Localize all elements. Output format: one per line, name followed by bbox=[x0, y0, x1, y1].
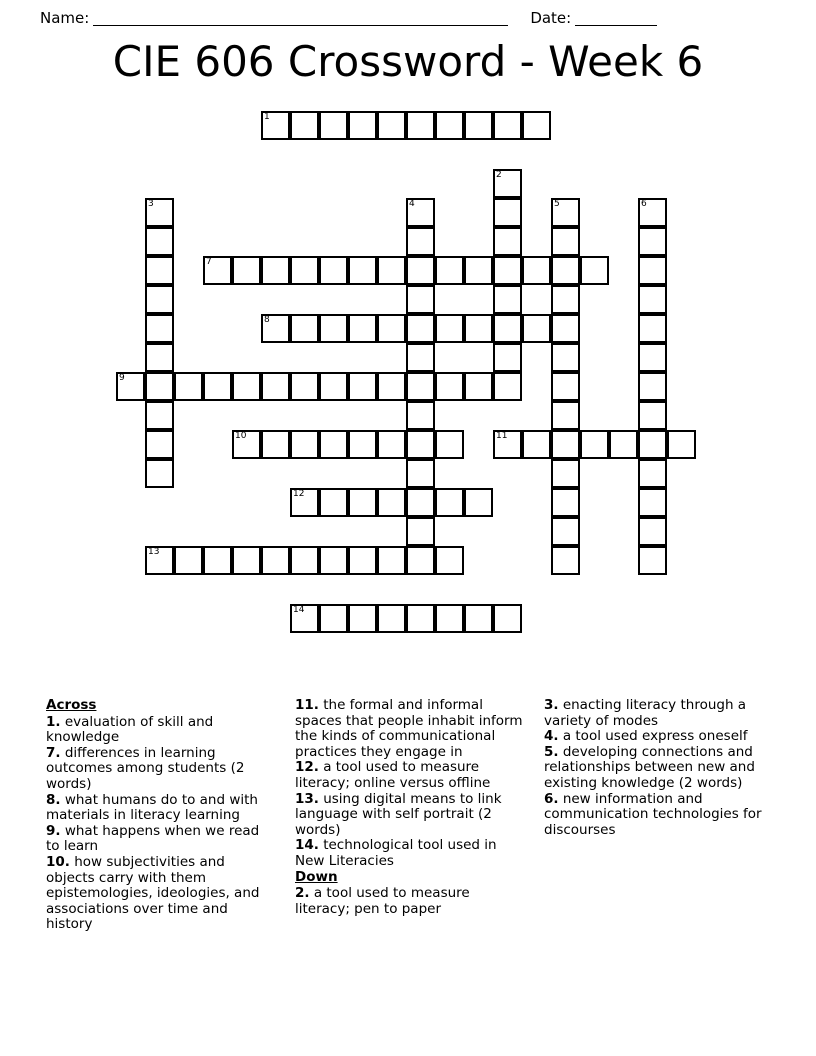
grid-cell[interactable] bbox=[551, 314, 580, 343]
down-clue bbox=[544, 792, 775, 839]
cell-number: 6 bbox=[641, 199, 647, 209]
grid-cell[interactable] bbox=[232, 256, 261, 285]
cell-number: 2 bbox=[496, 170, 502, 180]
grid-cell[interactable] bbox=[551, 546, 580, 575]
grid-cell[interactable] bbox=[435, 372, 464, 401]
grid-cell[interactable] bbox=[348, 111, 377, 140]
clue-number: 3. bbox=[544, 697, 559, 713]
grid-cell[interactable] bbox=[638, 227, 667, 256]
grid-cell[interactable] bbox=[377, 314, 406, 343]
grid-cell[interactable] bbox=[638, 198, 667, 227]
grid-cell[interactable] bbox=[406, 604, 435, 633]
grid-cell[interactable] bbox=[377, 256, 406, 285]
cell-number: 7 bbox=[206, 257, 212, 267]
grid-cell[interactable] bbox=[406, 430, 435, 459]
grid-cell[interactable] bbox=[464, 256, 493, 285]
clue-number: 9. bbox=[46, 822, 61, 839]
grid-cell[interactable] bbox=[522, 111, 551, 140]
grid-cell[interactable] bbox=[348, 546, 377, 575]
grid-cell[interactable] bbox=[406, 256, 435, 285]
grid-cell[interactable] bbox=[145, 256, 174, 285]
grid-cell[interactable] bbox=[406, 546, 435, 575]
grid-cell[interactable] bbox=[435, 314, 464, 343]
grid-cell[interactable] bbox=[638, 430, 667, 459]
grid-cell[interactable] bbox=[319, 430, 348, 459]
grid-cell[interactable] bbox=[261, 111, 290, 140]
clue-list bbox=[46, 698, 776, 933]
cell-number: 12 bbox=[293, 489, 305, 499]
grid-cell[interactable] bbox=[145, 198, 174, 227]
grid-cell[interactable] bbox=[638, 343, 667, 372]
clue-column-2 bbox=[295, 698, 526, 933]
across-clue bbox=[46, 824, 277, 855]
grid-cell[interactable] bbox=[319, 488, 348, 517]
grid-cell[interactable] bbox=[290, 256, 319, 285]
grid-cell[interactable] bbox=[638, 488, 667, 517]
grid-cell[interactable] bbox=[145, 314, 174, 343]
grid-cell[interactable] bbox=[377, 430, 406, 459]
clue-text: a tool used express oneself bbox=[558, 728, 748, 745]
across-clue bbox=[46, 746, 277, 793]
grid-cell[interactable] bbox=[406, 343, 435, 372]
clue-text: differences in learning outcomes among students (2 words) bbox=[46, 744, 245, 792]
clue-text: developing connections and relationships between new and existing knowledge (2 words) bbox=[544, 743, 755, 791]
grid-cell[interactable] bbox=[551, 401, 580, 430]
cell-number: 9 bbox=[119, 373, 125, 383]
grid-cell[interactable] bbox=[290, 372, 319, 401]
cell-number: 3 bbox=[148, 199, 154, 209]
grid-cell[interactable] bbox=[464, 314, 493, 343]
cell-number: 14 bbox=[293, 605, 305, 615]
grid-cell[interactable] bbox=[638, 546, 667, 575]
grid-cell[interactable] bbox=[319, 256, 348, 285]
grid-cell[interactable] bbox=[493, 111, 522, 140]
across-clue bbox=[46, 855, 277, 933]
grid-cell[interactable] bbox=[551, 517, 580, 546]
cell-number: 5 bbox=[554, 199, 560, 209]
across-clue bbox=[46, 715, 277, 746]
down-clue bbox=[544, 729, 775, 745]
grid-cell[interactable] bbox=[174, 546, 203, 575]
grid-cell[interactable] bbox=[406, 401, 435, 430]
grid-cell[interactable] bbox=[406, 227, 435, 256]
grid-cell[interactable] bbox=[145, 372, 174, 401]
clue-text: new information and communication technologies for discourses bbox=[544, 790, 762, 838]
grid-cell[interactable] bbox=[290, 488, 319, 517]
grid-cell[interactable] bbox=[493, 198, 522, 227]
grid-cell[interactable] bbox=[290, 314, 319, 343]
grid-cell[interactable] bbox=[551, 256, 580, 285]
clue-text: using digital means to link language with self portrait (2 words) bbox=[295, 790, 502, 838]
clue-text: what humans do to and with materials in literacy learning bbox=[46, 791, 258, 824]
clue-text: what happens when we read to learn bbox=[46, 822, 260, 855]
grid-cell[interactable] bbox=[406, 314, 435, 343]
grid-cell[interactable] bbox=[203, 372, 232, 401]
clue-number: 8. bbox=[46, 791, 61, 808]
grid-cell[interactable] bbox=[319, 314, 348, 343]
grid-cell[interactable] bbox=[145, 343, 174, 372]
down-clue bbox=[544, 745, 775, 792]
grid-cell[interactable] bbox=[522, 314, 551, 343]
clue-number: 6. bbox=[544, 790, 559, 807]
across-clue bbox=[295, 792, 526, 839]
grid-cell[interactable] bbox=[406, 198, 435, 227]
grid-cell[interactable] bbox=[551, 372, 580, 401]
grid-cell[interactable] bbox=[638, 459, 667, 488]
grid-cell[interactable] bbox=[377, 111, 406, 140]
grid-cell[interactable] bbox=[406, 459, 435, 488]
grid-cell[interactable] bbox=[522, 430, 551, 459]
cell-number: 4 bbox=[409, 199, 415, 209]
grid-cell[interactable] bbox=[348, 430, 377, 459]
clue-number: 1. bbox=[46, 713, 61, 730]
grid-cell[interactable] bbox=[203, 256, 232, 285]
grid-cell[interactable] bbox=[319, 546, 348, 575]
date-label: Date: bbox=[530, 9, 572, 27]
grid-cell[interactable] bbox=[638, 314, 667, 343]
grid-cell[interactable] bbox=[319, 111, 348, 140]
grid-cell[interactable] bbox=[551, 198, 580, 227]
clue-column-3 bbox=[544, 698, 775, 933]
grid-cell[interactable] bbox=[493, 372, 522, 401]
grid-cell[interactable] bbox=[261, 372, 290, 401]
grid-cell[interactable] bbox=[174, 372, 203, 401]
grid-cell[interactable] bbox=[551, 227, 580, 256]
grid-cell[interactable] bbox=[145, 285, 174, 314]
grid-cell[interactable] bbox=[638, 372, 667, 401]
grid-cell[interactable] bbox=[493, 343, 522, 372]
grid-cell[interactable] bbox=[551, 430, 580, 459]
grid-cell[interactable] bbox=[638, 256, 667, 285]
grid-cell[interactable] bbox=[348, 314, 377, 343]
grid-cell[interactable] bbox=[377, 546, 406, 575]
grid-cell[interactable] bbox=[203, 546, 232, 575]
down-clue bbox=[544, 698, 775, 729]
clue-number: 13. bbox=[295, 790, 319, 807]
cell-number: 11 bbox=[496, 431, 508, 441]
grid-cell[interactable] bbox=[435, 604, 464, 633]
grid-cell[interactable] bbox=[145, 227, 174, 256]
grid-cell[interactable] bbox=[116, 372, 145, 401]
grid-cell[interactable] bbox=[435, 546, 464, 575]
across-heading: Across bbox=[46, 697, 97, 713]
grid-cell[interactable] bbox=[609, 430, 638, 459]
grid-cell[interactable] bbox=[319, 604, 348, 633]
clue-text: evaluation of skill and knowledge bbox=[46, 713, 214, 746]
grid-cell[interactable] bbox=[493, 256, 522, 285]
grid-cell[interactable] bbox=[638, 401, 667, 430]
grid-cell[interactable] bbox=[435, 430, 464, 459]
grid-cell[interactable] bbox=[145, 430, 174, 459]
grid-cell[interactable] bbox=[406, 372, 435, 401]
cell-number: 10 bbox=[235, 431, 247, 441]
grid-cell[interactable] bbox=[261, 430, 290, 459]
grid-cell[interactable] bbox=[348, 604, 377, 633]
grid-cell[interactable] bbox=[580, 430, 609, 459]
cell-number: 8 bbox=[264, 315, 270, 325]
grid-cell[interactable] bbox=[406, 517, 435, 546]
clue-text: the formal and informal spaces that people inhabit inform the kinds of communicational practices they engage in bbox=[295, 697, 523, 760]
clue-text: a tool used to measure literacy; online versus offline bbox=[295, 759, 491, 791]
grid-cell[interactable] bbox=[377, 604, 406, 633]
across-clue bbox=[295, 698, 526, 760]
cell-number: 1 bbox=[264, 112, 270, 122]
grid-cell[interactable] bbox=[232, 546, 261, 575]
grid-cell[interactable] bbox=[464, 488, 493, 517]
grid-cell[interactable] bbox=[551, 285, 580, 314]
grid-cell[interactable] bbox=[435, 111, 464, 140]
across-clue bbox=[46, 793, 277, 824]
grid-cell[interactable] bbox=[232, 372, 261, 401]
grid-cell[interactable] bbox=[348, 372, 377, 401]
grid-cell[interactable] bbox=[464, 604, 493, 633]
clue-number: 2. bbox=[295, 885, 310, 902]
grid-cell[interactable] bbox=[464, 111, 493, 140]
grid-cell[interactable] bbox=[290, 604, 319, 633]
clue-column-1 bbox=[46, 698, 277, 933]
name-label: Name: bbox=[40, 9, 90, 27]
grid-cell[interactable] bbox=[493, 604, 522, 633]
grid-cell[interactable] bbox=[377, 488, 406, 517]
clue-number: 4. bbox=[544, 728, 559, 745]
grid-cell[interactable] bbox=[406, 285, 435, 314]
clue-text: enacting literacy through a variety of modes bbox=[544, 697, 747, 729]
clue-text: how subjectivities and objects carry with them epistemologies, ideologies, and associations over time and history bbox=[46, 853, 260, 933]
grid-cell[interactable] bbox=[261, 256, 290, 285]
grid-cell[interactable] bbox=[638, 285, 667, 314]
grid-cell[interactable] bbox=[348, 256, 377, 285]
down-heading: Down bbox=[295, 868, 338, 885]
grid-cell[interactable] bbox=[261, 546, 290, 575]
clue-number: 5. bbox=[544, 743, 559, 760]
clue-number: 7. bbox=[46, 744, 61, 761]
clue-text: a tool used to measure literacy; pen to paper bbox=[295, 885, 470, 917]
grid-cell[interactable] bbox=[464, 372, 493, 401]
page-title: CIE 606 Crossword - Week 6 bbox=[112, 37, 704, 86]
grid-cell[interactable] bbox=[667, 430, 696, 459]
grid-cell[interactable] bbox=[290, 111, 319, 140]
grid-cell[interactable] bbox=[493, 430, 522, 459]
grid-cell[interactable] bbox=[580, 256, 609, 285]
grid-cell[interactable] bbox=[232, 430, 261, 459]
clue-text: technological tool used in New Literacies bbox=[295, 837, 497, 869]
grid-cell[interactable] bbox=[551, 488, 580, 517]
grid-cell[interactable] bbox=[638, 517, 667, 546]
clue-number: 11. bbox=[295, 697, 319, 713]
grid-cell[interactable] bbox=[406, 111, 435, 140]
grid-cell[interactable] bbox=[145, 546, 174, 575]
grid-cell[interactable] bbox=[290, 430, 319, 459]
grid-cell[interactable] bbox=[290, 546, 319, 575]
grid-cell[interactable] bbox=[377, 372, 406, 401]
clue-number: 12. bbox=[295, 759, 319, 776]
grid-cell[interactable] bbox=[493, 314, 522, 343]
clue-number: 10. bbox=[46, 853, 70, 870]
grid-cell[interactable] bbox=[493, 169, 522, 198]
grid-cell[interactable] bbox=[145, 401, 174, 430]
grid-cell[interactable] bbox=[435, 488, 464, 517]
grid-cell[interactable] bbox=[522, 256, 551, 285]
grid-cell[interactable] bbox=[435, 256, 464, 285]
across-clue bbox=[295, 838, 526, 869]
grid-cell[interactable] bbox=[493, 285, 522, 314]
grid-cell[interactable] bbox=[551, 343, 580, 372]
grid-cell[interactable] bbox=[493, 227, 522, 256]
clue-number: 14. bbox=[295, 837, 319, 854]
grid-cell[interactable] bbox=[551, 459, 580, 488]
down-clue bbox=[295, 886, 526, 917]
grid-cell[interactable] bbox=[261, 314, 290, 343]
across-clue bbox=[295, 760, 526, 791]
grid-cell[interactable] bbox=[348, 488, 377, 517]
grid-cell[interactable] bbox=[406, 488, 435, 517]
cell-number: 13 bbox=[148, 547, 160, 557]
grid-cell[interactable] bbox=[145, 459, 174, 488]
grid-cell[interactable] bbox=[319, 372, 348, 401]
